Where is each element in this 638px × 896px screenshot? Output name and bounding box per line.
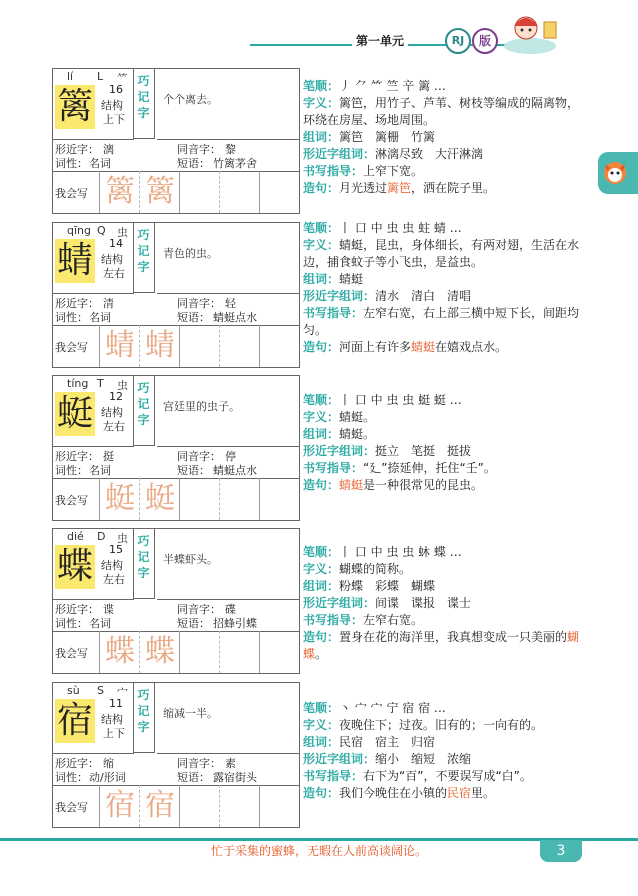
stroke-count: 16 — [109, 83, 123, 96]
writing-tip: 左窄右宽。 — [363, 613, 424, 627]
character-notes — [303, 700, 585, 802]
homophone-label: 同音字： — [177, 757, 221, 770]
example-row: 造句：置身在花的海洋里，我真想变成一只美丽的蝴蝶。 — [303, 630, 580, 661]
similar-char-label: 形近字： — [55, 757, 99, 770]
writing-tip-row: 书写指导：上窄下宽。 — [303, 164, 424, 178]
meaning: 蜻蜓。 — [339, 410, 376, 424]
homophone-label: 同音字： — [177, 603, 221, 616]
writing-tip: 上窄下宽。 — [363, 164, 424, 178]
character-card — [52, 375, 300, 521]
structure-label: 结构 — [101, 406, 123, 419]
example-before: 我们今晚住在小镇的 — [339, 786, 448, 800]
example-after: 里。 — [471, 786, 496, 800]
trace-character: 篱 — [99, 171, 140, 213]
phrase-label: 短语： — [177, 464, 210, 477]
pos-label: 词性： — [55, 157, 88, 170]
trace-character: 蝶 — [139, 631, 180, 673]
example-row: 造句：蜻蜓是一种很常见的昆虫。 — [303, 478, 484, 492]
char-box — [53, 683, 134, 754]
main-character: 蜓 — [56, 393, 93, 434]
mnemonic-box — [157, 223, 299, 294]
pos-label: 词性： — [55, 617, 88, 630]
radical: 虫 — [117, 226, 128, 239]
practice-cell[interactable] — [179, 631, 220, 673]
writing-practice — [53, 171, 299, 213]
meaning-row: 字义：蜻蜓。 — [303, 410, 376, 424]
mnemonic-label: 巧 记 字 — [133, 69, 155, 139]
similar-char: 谍 — [103, 603, 114, 616]
practice-cell[interactable] — [179, 171, 220, 213]
main-character: 篱 — [56, 86, 93, 127]
mnemonic-box — [157, 69, 299, 140]
practice-cell[interactable] — [219, 478, 260, 520]
homophone-label: 同音字： — [177, 143, 221, 156]
similar-char: 清 — [103, 297, 114, 310]
part-of-speech: 动/形词 — [89, 771, 126, 784]
homophone: 素 — [225, 757, 236, 770]
mnemonic-text: 半蝶虾头。 — [163, 553, 218, 566]
practice-label: 我会写 — [55, 494, 88, 507]
similar-words: 清水 清白 清唱 — [375, 289, 472, 303]
example-highlight: 蝴蝶 — [303, 630, 580, 661]
char-properties — [53, 139, 299, 172]
pos-label: 词性： — [55, 771, 88, 784]
radical: 宀 — [117, 686, 128, 699]
similar-words-row: 形近字组词：缩小 缩短 浓缩 — [303, 752, 472, 766]
pos-label: 词性： — [55, 464, 88, 477]
fox-icon — [602, 158, 628, 186]
character-notes — [303, 544, 585, 663]
page-number: 3 — [540, 840, 582, 862]
words: 篱笆 篱栅 竹篱 — [339, 130, 436, 144]
writing-practice — [53, 325, 299, 367]
words-row: 组词：民宿 宿主 归宿 — [303, 735, 436, 749]
stroke-order-row: 笔顺：丨 口 中 虫 虫 蜓 蜓 … — [303, 393, 462, 407]
pinyin: tíng — [67, 377, 89, 390]
example-after: ，洒在院子里。 — [411, 181, 496, 195]
similar-char: 漓 — [103, 143, 114, 156]
phrase-label: 短语： — [177, 771, 210, 784]
similar-words-row: 形近字组词：间谍 谍报 谍士 — [303, 596, 472, 610]
meaning: 蜻蜓，昆虫，身体细长，有两对翅，生活在水边，捕食蚊子等小飞虫，是益虫。 — [303, 238, 580, 269]
words-row: 组词：篱笆 篱栅 竹篱 — [303, 130, 436, 144]
stroke-order-row: 笔顺：丶 宀 宀 宁 宿 宿 … — [303, 701, 446, 715]
mnemonic-label: 巧 记 字 — [133, 376, 155, 446]
character-card — [52, 68, 300, 214]
character-notes — [303, 78, 585, 197]
main-character: 宿 — [56, 700, 93, 741]
stroke-count: 11 — [109, 697, 123, 710]
example-row: 造句：月光透过篱笆，洒在院子里。 — [303, 181, 496, 195]
char-box — [53, 376, 134, 447]
words: 民宿 宿主 归宿 — [339, 735, 436, 749]
part-of-speech: 名词 — [89, 617, 111, 630]
character-notes — [303, 220, 585, 356]
character-card — [52, 528, 300, 674]
main-character: 蝶 — [56, 546, 93, 587]
radical: 虫 — [117, 532, 128, 545]
practice-label: 我会写 — [55, 187, 88, 200]
writing-tip-row: 书写指导：左窄右宽，右上部三横中短下长，间距均匀。 — [303, 306, 580, 337]
initial-letter: Q — [97, 224, 106, 237]
char-properties — [53, 753, 299, 786]
pinyin: sù — [67, 684, 80, 697]
char-properties — [53, 599, 299, 632]
practice-cell[interactable] — [259, 171, 298, 213]
meaning: 篱笆，用竹子、芦苇、树枝等编成的隔离物，环绕在房屋、场地周围。 — [303, 96, 580, 127]
writing-tip-row: 书写指导：右下为“百”，不要误写成“白”。 — [303, 769, 532, 783]
char-box — [53, 69, 134, 140]
trace-character: 蝶 — [99, 631, 140, 673]
mnemonic-text: 个个离去。 — [163, 93, 218, 106]
trace-character: 宿 — [139, 785, 180, 827]
similar-char-label: 形近字： — [55, 603, 99, 616]
homophone: 轻 — [225, 297, 236, 310]
stroke-order-row: 笔顺：丨 口 中 虫 虫 蚞 蝶 … — [303, 545, 462, 559]
writing-practice — [53, 785, 299, 827]
main-character: 蜻 — [56, 240, 93, 281]
char-box — [53, 529, 134, 600]
meaning: 夜晚住下；过夜。旧有的；一向有的。 — [339, 718, 544, 732]
writing-tip: 左窄右宽，右上部三横中短下长，间距均匀。 — [303, 306, 580, 337]
meaning-row: 字义：蝴蝶的简称。 — [303, 562, 412, 576]
mnemonic-box — [157, 376, 299, 447]
initial-letter: S — [97, 684, 104, 697]
stroke-count: 15 — [109, 543, 123, 556]
practice-label: 我会写 — [55, 341, 88, 354]
meaning-row: 字义：篱笆，用竹子、芦苇、树枝等编成的隔离物，环绕在房屋、场地周围。 — [303, 96, 580, 127]
similar-words: 间谍 谍报 谍士 — [375, 596, 472, 610]
homophone-label: 同音字： — [177, 297, 221, 310]
structure-value: 左右 — [103, 573, 125, 586]
writing-tip: “廴”捺延伸，托住“壬”。 — [363, 461, 496, 475]
homophone: 碟 — [225, 603, 236, 616]
similar-words: 缩小 缩短 浓缩 — [375, 752, 472, 766]
structure-value: 上下 — [103, 727, 125, 740]
character-card — [52, 222, 300, 368]
structure-label: 结构 — [101, 713, 123, 726]
practice-cell[interactable] — [259, 631, 298, 673]
stroke-order-row: 笔顺：丨 口 中 虫 虫 蛀 蜻 … — [303, 221, 462, 235]
stroke-count: 12 — [109, 390, 123, 403]
writing-practice — [53, 478, 299, 520]
rj-badge: RJ — [445, 28, 471, 54]
phrase: 招蜂引蝶 — [213, 617, 257, 630]
example-highlight: 篱笆 — [387, 181, 412, 195]
writing-practice — [53, 631, 299, 673]
example-row: 造句：河面上有许多蜻蜓在嬉戏点水。 — [303, 340, 508, 354]
mnemonic-text: 缩减一半。 — [163, 707, 218, 720]
stroke-order-row: 笔顺：丿 ⺈ ⺮ 竺 䇂 篱 … — [303, 79, 446, 93]
words-row: 组词：蜻蜓 — [303, 272, 364, 286]
initial-letter: L — [97, 70, 104, 83]
similar-char-label: 形近字： — [55, 143, 99, 156]
structure-label: 结构 — [101, 253, 123, 266]
mnemonic-text: 宫廷里的虫子。 — [163, 400, 240, 413]
page-header — [0, 0, 638, 62]
similar-char: 挺 — [103, 450, 114, 463]
example-highlight: 蜻蜓 — [411, 340, 436, 354]
pinyin: lí — [67, 70, 74, 83]
practice-cell[interactable] — [179, 478, 220, 520]
words: 粉蝶 彩蝶 蝴蝶 — [339, 579, 436, 593]
structure-value: 左右 — [103, 267, 125, 280]
practice-cell[interactable] — [219, 171, 260, 213]
char-properties — [53, 446, 299, 479]
similar-words-row: 形近字组词：清水 清白 清唱 — [303, 289, 472, 303]
character-card — [52, 682, 300, 828]
practice-cell[interactable] — [219, 325, 260, 367]
similar-words: 淋漓尽致 大汗淋漓 — [375, 147, 484, 161]
practice-label: 我会写 — [55, 647, 88, 660]
footer-motto: 忙于采集的蜜蜂，无暇在人前高谈阔论。 — [210, 844, 427, 858]
stroke-count: 14 — [109, 237, 123, 250]
pinyin: dié — [67, 530, 84, 543]
practice-cell[interactable] — [259, 325, 298, 367]
trace-character: 蜻 — [139, 325, 180, 367]
stroke-order: 丶 宀 宀 宁 宿 宿 … — [339, 701, 446, 715]
example-after: 是一种很常见的昆虫。 — [363, 478, 484, 492]
meaning: 蝴蝶的简称。 — [339, 562, 412, 576]
phrase: 蜻蜓点水 — [213, 311, 257, 324]
edition-badge: 版 — [472, 28, 498, 54]
char-box — [53, 223, 134, 294]
practice-cell[interactable] — [179, 325, 220, 367]
pinyin: qīng — [67, 224, 91, 237]
mnemonic-text: 青色的虫。 — [163, 247, 218, 260]
example-row: 造句：我们今晚住在小镇的民宿里。 — [303, 786, 496, 800]
practice-cell[interactable] — [179, 785, 220, 827]
phrase: 竹篱茅舍 — [213, 157, 257, 170]
stroke-order: 丨 口 中 虫 虫 蜓 蜓 … — [339, 393, 462, 407]
phrase: 蜻蜓点水 — [213, 464, 257, 477]
mnemonic-box — [157, 529, 299, 600]
similar-words-row: 形近字组词：挺立 笔挺 挺拔 — [303, 444, 472, 458]
pos-label: 词性： — [55, 311, 88, 324]
stroke-order: 丿 ⺈ ⺮ 竺 䇂 篱 … — [339, 79, 446, 93]
trace-character: 蜓 — [99, 478, 140, 520]
structure-value: 上下 — [103, 113, 125, 126]
practice-cell[interactable] — [259, 785, 298, 827]
example-after: 。 — [315, 647, 328, 661]
trace-character: 蜓 — [139, 478, 180, 520]
words: 蜻蜓 — [339, 272, 364, 286]
phrase-label: 短语： — [177, 311, 210, 324]
writing-tip: 右下为“百”，不要误写成“白”。 — [363, 769, 532, 783]
writing-tip-row: 书写指导：左窄右宽。 — [303, 613, 424, 627]
initial-letter: T — [97, 377, 104, 390]
homophone: 停 — [225, 450, 236, 463]
radical: 虫 — [117, 379, 128, 392]
mascot-icon — [500, 8, 560, 58]
mnemonic-label: 巧 记 字 — [133, 529, 155, 599]
example-before: 月光透过 — [339, 181, 388, 195]
character-notes — [303, 392, 585, 494]
example-after: 在嬉戏点水。 — [435, 340, 508, 354]
part-of-speech: 名词 — [89, 157, 111, 170]
example-highlight: 民宿 — [447, 786, 472, 800]
words-row: 组词：粉蝶 彩蝶 蝴蝶 — [303, 579, 436, 593]
unit-title: 第一单元 — [352, 32, 408, 49]
radical: ⺮ — [117, 72, 128, 85]
phrase-label: 短语： — [177, 157, 210, 170]
phrase: 露宿街头 — [213, 771, 257, 784]
structure-value: 左右 — [103, 420, 125, 433]
practice-cell[interactable] — [219, 785, 260, 827]
trace-character: 蜻 — [99, 325, 140, 367]
stroke-order: 丨 口 中 虫 虫 蛀 蜻 … — [339, 221, 462, 235]
practice-cell[interactable] — [219, 631, 260, 673]
part-of-speech: 名词 — [89, 311, 111, 324]
structure-label: 结构 — [101, 99, 123, 112]
part-of-speech: 名词 — [89, 464, 111, 477]
similar-words: 挺立 笔挺 挺拔 — [375, 444, 472, 458]
trace-character: 篱 — [139, 171, 180, 213]
writing-tip-row: 书写指导：“廴”捺延伸，托住“壬”。 — [303, 461, 496, 475]
similar-char-label: 形近字： — [55, 450, 99, 463]
example-before: 置身在花的海洋里，我真想变成一只美丽的 — [339, 630, 568, 644]
char-properties — [53, 293, 299, 326]
practice-cell[interactable] — [259, 478, 298, 520]
structure-label: 结构 — [101, 559, 123, 572]
mnemonic-label: 巧 记 字 — [133, 683, 155, 753]
initial-letter: D — [97, 530, 106, 543]
homophone: 黎 — [225, 143, 236, 156]
trace-character: 宿 — [99, 785, 140, 827]
meaning-row: 字义：蜻蜓，昆虫，身体细长，有两对翅，生活在水边，捕食蚊子等小飞虫，是益虫。 — [303, 238, 580, 269]
words-row: 组词：蜻蜓。 — [303, 427, 376, 441]
example-before: 河面上有许多 — [339, 340, 412, 354]
mnemonic-box — [157, 683, 299, 754]
stroke-order: 丨 口 中 虫 虫 蚞 蝶 … — [339, 545, 462, 559]
mnemonic-label: 巧 记 字 — [133, 223, 155, 293]
meaning-row: 字义：夜晚住下；过夜。旧有的；一向有的。 — [303, 718, 544, 732]
practice-label: 我会写 — [55, 801, 88, 814]
example-highlight: 蜻蜓 — [339, 478, 364, 492]
similar-char: 缩 — [103, 757, 114, 770]
phrase-label: 短语： — [177, 617, 210, 630]
similar-char-label: 形近字： — [55, 297, 99, 310]
homophone-label: 同音字： — [177, 450, 221, 463]
words: 蜻蜓。 — [339, 427, 376, 441]
similar-words-row: 形近字组词：淋漓尽致 大汗淋漓 — [303, 147, 484, 161]
